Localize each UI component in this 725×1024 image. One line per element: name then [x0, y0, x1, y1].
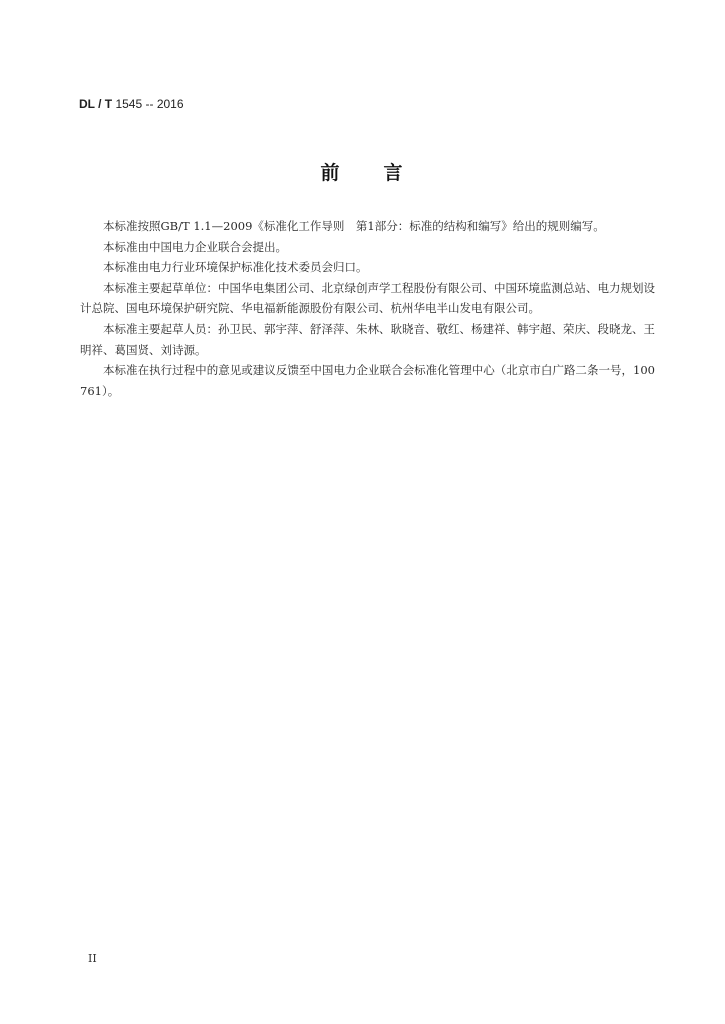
standard-code-prefix: DL / T: [79, 97, 113, 111]
page-title-char-2: 言: [383, 162, 405, 184]
page-title-char-1: 前: [320, 162, 342, 184]
foreword-body: [80, 216, 655, 401]
paragraph-feedback: 本标准在执行过程中的意见或建议反馈至中国电力企业联合会标准化管理中心（北京市白广路二条一号，100761）。: [80, 363, 655, 398]
paragraph-proposer: 本标准由中国电力企业联合会提出。: [103, 239, 287, 254]
standard-code-number: 1545 -- 2016: [112, 97, 184, 111]
paragraph-drafting-organizations: 本标准主要起草单位：中国华电集团公司、北京绿创声学工程股份有限公司、中国环境监测总站、电力规划设计总院、国电环境保护研究院、华电福新能源股份有限公司、杭州华电半山发电有限公司。: [80, 280, 655, 316]
paragraph-technical-committee: 本标准由电力行业环境保护标准化技术委员会归口。: [103, 260, 368, 275]
paragraph-drafters: 本标准主要起草人员：孙卫民、郭宇萍、舒泽萍、朱林、耿晓音、敬红、杨建祥、韩宇超、荣庆、段晓龙、王明祥、葛国贤、刘诗源。: [80, 321, 655, 357]
page-number: II: [88, 952, 97, 965]
page-title: [0, 158, 725, 185]
standard-code: [79, 97, 184, 111]
paragraph-drafting-rules: 本标准按照GB/T 1.1—2009《标准化工作导则 第1部分：标准的结构和编写》给出的规则编写。: [103, 219, 605, 233]
